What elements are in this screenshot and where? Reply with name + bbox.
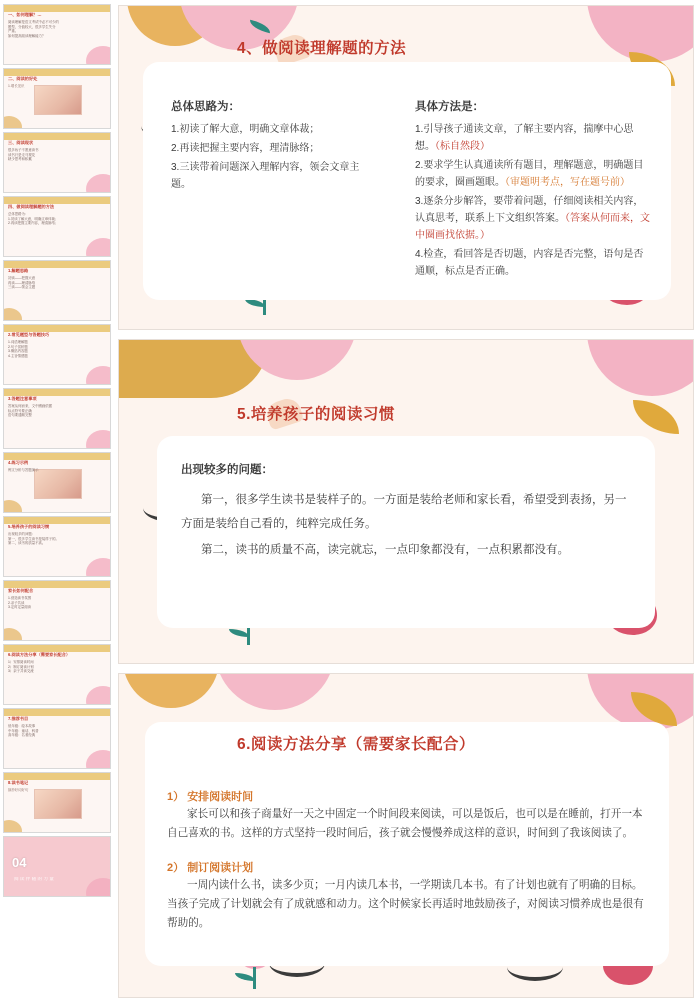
slide2-text-block [181,458,631,564]
decor-pink-petal [215,673,335,710]
thumb-title: 四、做阅读理解题的方法 [8,204,55,209]
thumb-header-band [4,261,110,268]
thumb-title: 3.答题注意事项 [8,396,37,401]
right-body [415,121,651,280]
left-body [171,121,367,193]
section-2-header: 2） 制订阅读计划 [167,862,254,874]
right-heading: 具体方法是： [415,101,484,113]
thumb-body: 初读——把握大意 再读——理清脉络 三读——领会主题 [8,276,36,290]
thumb-header-band [4,69,110,76]
slide-thumbnail[interactable] [3,68,111,129]
left-line-3: 3.三读带着问题深入理解内容，领会文章主题。 [171,162,360,190]
slide-reading-method-sharing[interactable] [118,673,694,998]
thumb-body: 1.营造读书氛围 2.亲子共读 3.定时定量阅读 [8,596,32,610]
thumb-section-number: 04 [12,855,27,870]
slide-thumbnail[interactable] [3,260,111,321]
thumb-body: 总体思路为： 1.初读了解大意，明确文章体裁； 2.再读把握主要内容，理清脉络； [8,212,59,226]
thumb-header-band [4,389,110,396]
slide3-text-block [167,784,645,935]
section-1-body: 家长可以和孩子商量好一天之中固定一个时间段来阅读，可以是饭后，也可以是在睡前，打开一本自己喜欢的书。这样的方式坚持一段时间后，孩子就会慢慢养成这样的意识，时间到了我该阅读了。 [167,808,643,839]
slide-cultivate-reading-habit[interactable] [118,339,694,664]
thumb-header-band [4,453,110,460]
left-line-2: 2.再读把握主要内容，理清脉络； [171,143,320,154]
thumb-header-band [4,133,110,140]
thumb-body: 1.增长见识 [8,84,25,88]
thumb-header-band [4,5,110,12]
slide-thumbnail[interactable] [3,4,111,65]
left-heading: 总体思路为： [171,101,240,113]
thumb-header-band [4,773,110,780]
slide-thumbnail[interactable] [3,452,111,513]
thumb-header-band [4,645,110,652]
method-section-2 [167,859,645,933]
thumb-title: 1.解题思路 [8,268,29,273]
slide-thumbnail[interactable] [3,836,111,897]
thumb-title: 家长如何配合 [8,588,34,593]
slide1-left-column [171,98,367,195]
thumb-header-band [4,325,110,332]
slide-thumbnail[interactable] [3,132,111,193]
decor-pink-petal [587,339,694,396]
thumb-title: 二、阅读的好处 [8,76,38,81]
slide-thumbnail[interactable] [3,708,111,769]
thumb-body: 答案从何而来，文中圈画依据 标点符号要正确 语句要通顺完整 [8,404,53,418]
right-item-1: 1.引导孩子通读文章，了解主要内容，揣摩中心思想。（标自然段） [415,124,634,152]
thumb-footer: 阅 读 伴 随 的 力 量 [14,877,54,881]
slide-thumbnail[interactable] [3,772,111,833]
slide-thumbnail[interactable] [3,644,111,705]
section-1-header: 1） 安排阅读时间 [167,791,254,803]
thumb-body: 很多孩子不愿意读书 读书只是走马观花 缺少思考和积累 [8,148,39,162]
slide-thumbnail[interactable] [3,324,111,385]
thumb-body: 出现较多的问题： 第一，很多学生读书是装样子的。 第二，读书的质量不高。 [8,532,59,546]
slide1-right-column [415,98,651,282]
slide-title: 4、做阅读理解题的方法 [237,40,407,57]
thumb-title: 6.阅读方法分享（需要家长配合） [8,652,71,657]
right-item-3: 3.逐条分步解答，要带着问题，仔细阅读相关内容，认真思考，联系上下文组织答案。（答案从何而来，文中圈画找依据。） [415,196,650,241]
left-line-1: 1.初读了解大意，明确文章体裁； [171,124,320,135]
thumb-body: 低年级：绘本故事 中年级：童话、科普 高年级：名著经典 [8,724,39,738]
slide-title: 5.培养孩子的阅读习惯 [237,406,395,423]
thumb-header-band [4,581,110,588]
slide-thumbnail[interactable] [3,388,111,449]
thumb-body: 摘抄好词好句 [8,788,29,792]
decor-gold-leaf [633,400,679,434]
thumb-title: 三、阅读现状 [8,140,34,145]
thumb-title: 4.练习示例 [8,460,29,465]
problem-heading: 出现较多的问题： [181,464,273,476]
thumb-title: 2.常见题型与答题技巧 [8,332,50,337]
thumb-title: 一、如何理解？… [8,12,42,17]
slide-method-of-reading-comprehension[interactable] [118,5,694,330]
problem-paragraph-2: 第二，读书的质量不高，读完就忘，一点印象都没有，一点积累都没有。 [201,544,569,556]
section-2-body: 一周内读什么书，读多少页；一月内读几本书，一学期读几本书。有了计划也就有了明确的目标。当孩子完成了计划就会有了成就感和动力。这个时候家长再适时地鼓励孩子，对阅读习惯养成也是很有帮助的。 [167,879,644,929]
problem-paragraph-1: 第一，很多学生读书是装样子的。一方面是装给老师和家长看，希望受到表扬，另一方面是装给自己看的，纯粹完成任务。 [181,494,627,530]
slide-list [118,5,694,998]
thumb-body: 例文分析与答题演示 [8,468,39,472]
slide-thumbnail[interactable] [3,196,111,257]
slide-thumbnail[interactable] [3,580,111,641]
thumb-body: 1）安排阅读时间 2）制订阅读计划 3）亲子共读交流 [8,660,34,674]
slide-title: 6.阅读方法分享（需要家长配合） [237,736,475,753]
thumb-header-band [4,709,110,716]
thumb-title: 5.培养孩子的阅读习惯 [8,524,50,529]
method-section-1 [167,788,645,843]
thumb-body: 阅读理解是语文考试中必不可少的 题型，分值较大，很多学生失分 严重。 如何提高阅读理解能力？ [8,20,59,38]
problem-body [181,488,631,562]
thumb-title: 8.读书笔记 [8,780,29,785]
decor-squiggle [507,967,563,981]
right-item-4: 4.检查，看回答是否切题，内容是否完整，语句是否通顺，标点是否正确。 [415,249,644,277]
slide-thumbnail-rail[interactable] [0,0,114,1000]
thumb-header-band [4,517,110,524]
right-item-2: 2.要求学生认真通读所有题目，理解题意，明确题目的要求，圈画题眼。（审题明考点，写在题号前） [415,160,644,188]
thumb-body: 1.词语理解题 2.句子赏析题 3.概括内容题 4.主旨情感题 [8,340,28,358]
slide-thumbnail[interactable] [3,516,111,577]
thumb-title: 7.推荐书目 [8,716,29,721]
thumb-header-band [4,197,110,204]
decor-gold-petal [123,673,219,708]
